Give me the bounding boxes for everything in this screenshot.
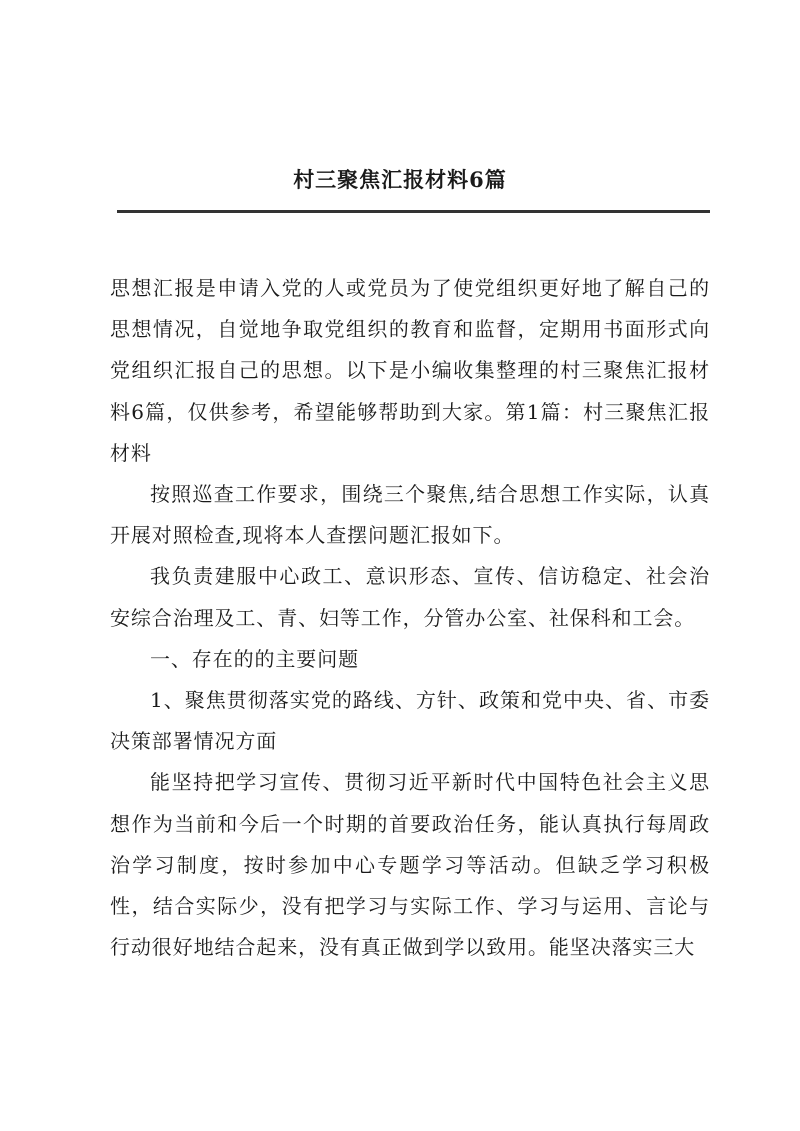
paragraph-study: 能坚持把学习宣传、贯彻习近平新时代中国特色社会主义思想作为当前和今后一个时期的首要政治任务，能认真执行每周政治学习制度，按时参加中心专题学习等活动。但缺乏学习积极性，结合实际少，没有把学习与实际工作、学习与运用、言论与行动很好地结合起来，没有真正做到学以致用。能坚决落实三大 [110, 770, 710, 960]
paragraph-intro: 思想汇报是申请入党的人或党员为了使党组织更好地了解自己的思想情况，自觉地争取党组织的教育和监督，定期用书面形式向党组织汇报自己的思想。以下是小编收集整理的村三聚焦汇报材料6篇，仅供参考，希望能够帮助到大家。第1篇：村三聚焦汇报材料 [110, 276, 710, 465]
title-divider [117, 210, 710, 213]
document-body [110, 268, 710, 968]
paragraph-inspection: 按照巡查工作要求，围绕三个聚焦,结合思想工作实际，认真开展对照检查,现将本人查摆问题汇报如下。 [110, 482, 710, 548]
paragraph-responsibilities: 我负责建服中心政工、意识形态、宣传、信访稳定、社会治安综合治理及工、青、妇等工作，分管办公室、社保科和工会。 [110, 564, 710, 630]
section-heading-problems: 一、存在的的主要问题 [150, 646, 359, 671]
document-title: 村三聚焦汇报材料6篇 [293, 167, 507, 192]
subsection-heading-1: 1、聚焦贯彻落实党的路线、方针、政策和党中央、省、市委决策部署情况方面 [110, 688, 710, 754]
